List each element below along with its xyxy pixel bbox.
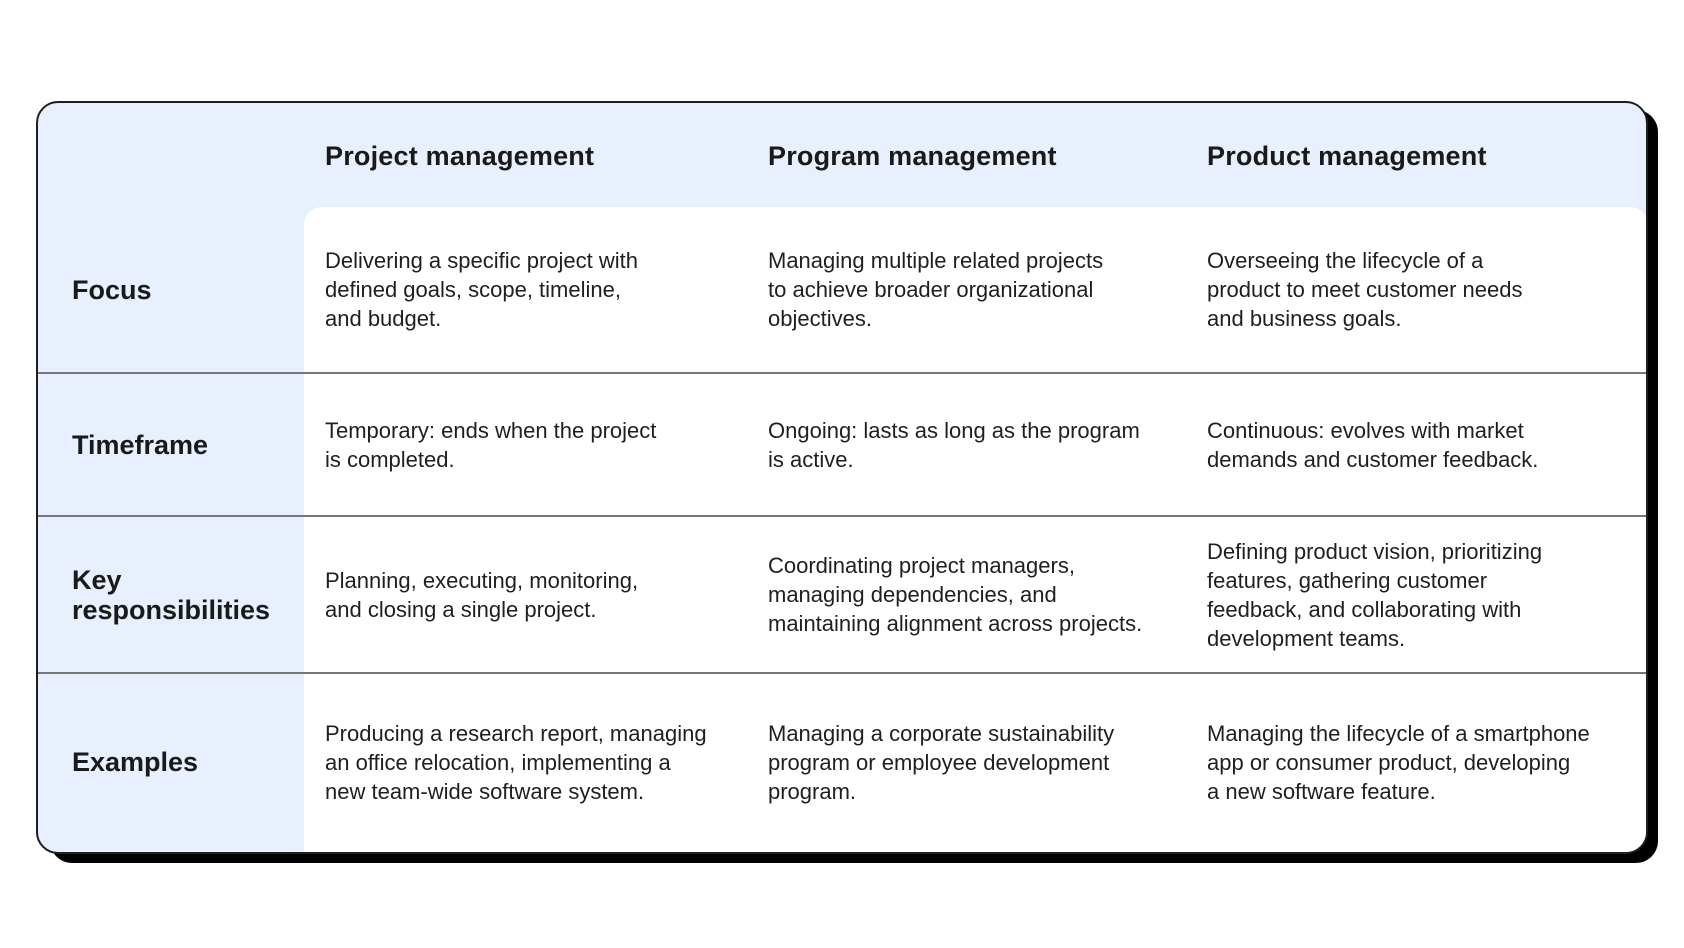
row-label-key-responsibilities: Key responsibilities (72, 564, 271, 625)
row-label-examples: Examples (72, 747, 199, 777)
cell-focus-product: Overseeing the lifecycle of a product to meet customer needs and business goals. (1207, 248, 1523, 331)
column-header-project-management: Project management (325, 141, 595, 171)
cell-key-responsibilities-program: Coordinating project managers, managing dependencies, and maintaining alignment across projects. (768, 553, 1143, 636)
cell-focus-program: Managing multiple related projects to achieve broader organizational objectives. (768, 248, 1104, 331)
cell-examples-product: Managing the lifecycle of a smartphone app or consumer product, developing a new software feature. (1207, 720, 1590, 804)
column-header-program-management: Program management (768, 141, 1057, 171)
cell-examples-project: Producing a research report, managing an office relocation, implementing a new team-wide software system. (325, 720, 707, 804)
cell-key-responsibilities-project: Planning, executing, monitoring, and closing a single project. (325, 567, 639, 622)
column-header-product-management: Product management (1207, 141, 1487, 171)
cell-focus-project: Delivering a specific project with defined goals, scope, timeline, and budget. (325, 248, 639, 331)
cell-key-responsibilities-product: Defining product vision, prioritizing features, gathering customer feedback, and collaborating with development teams. (1207, 538, 1543, 651)
comparison-table (36, 101, 1648, 854)
row-label-focus: Focus (72, 274, 152, 305)
cell-examples-program: Managing a corporate sustainability program or employee development program. (768, 720, 1115, 804)
cell-timeframe-product: Continuous: evolves with market demands and customer feedback. (1207, 417, 1539, 472)
cell-timeframe-project: Temporary: ends when the project is completed. (325, 417, 657, 472)
cell-timeframe-program: Ongoing: lasts as long as the program is active. (768, 417, 1140, 472)
row-label-timeframe: Timeframe (72, 429, 209, 460)
